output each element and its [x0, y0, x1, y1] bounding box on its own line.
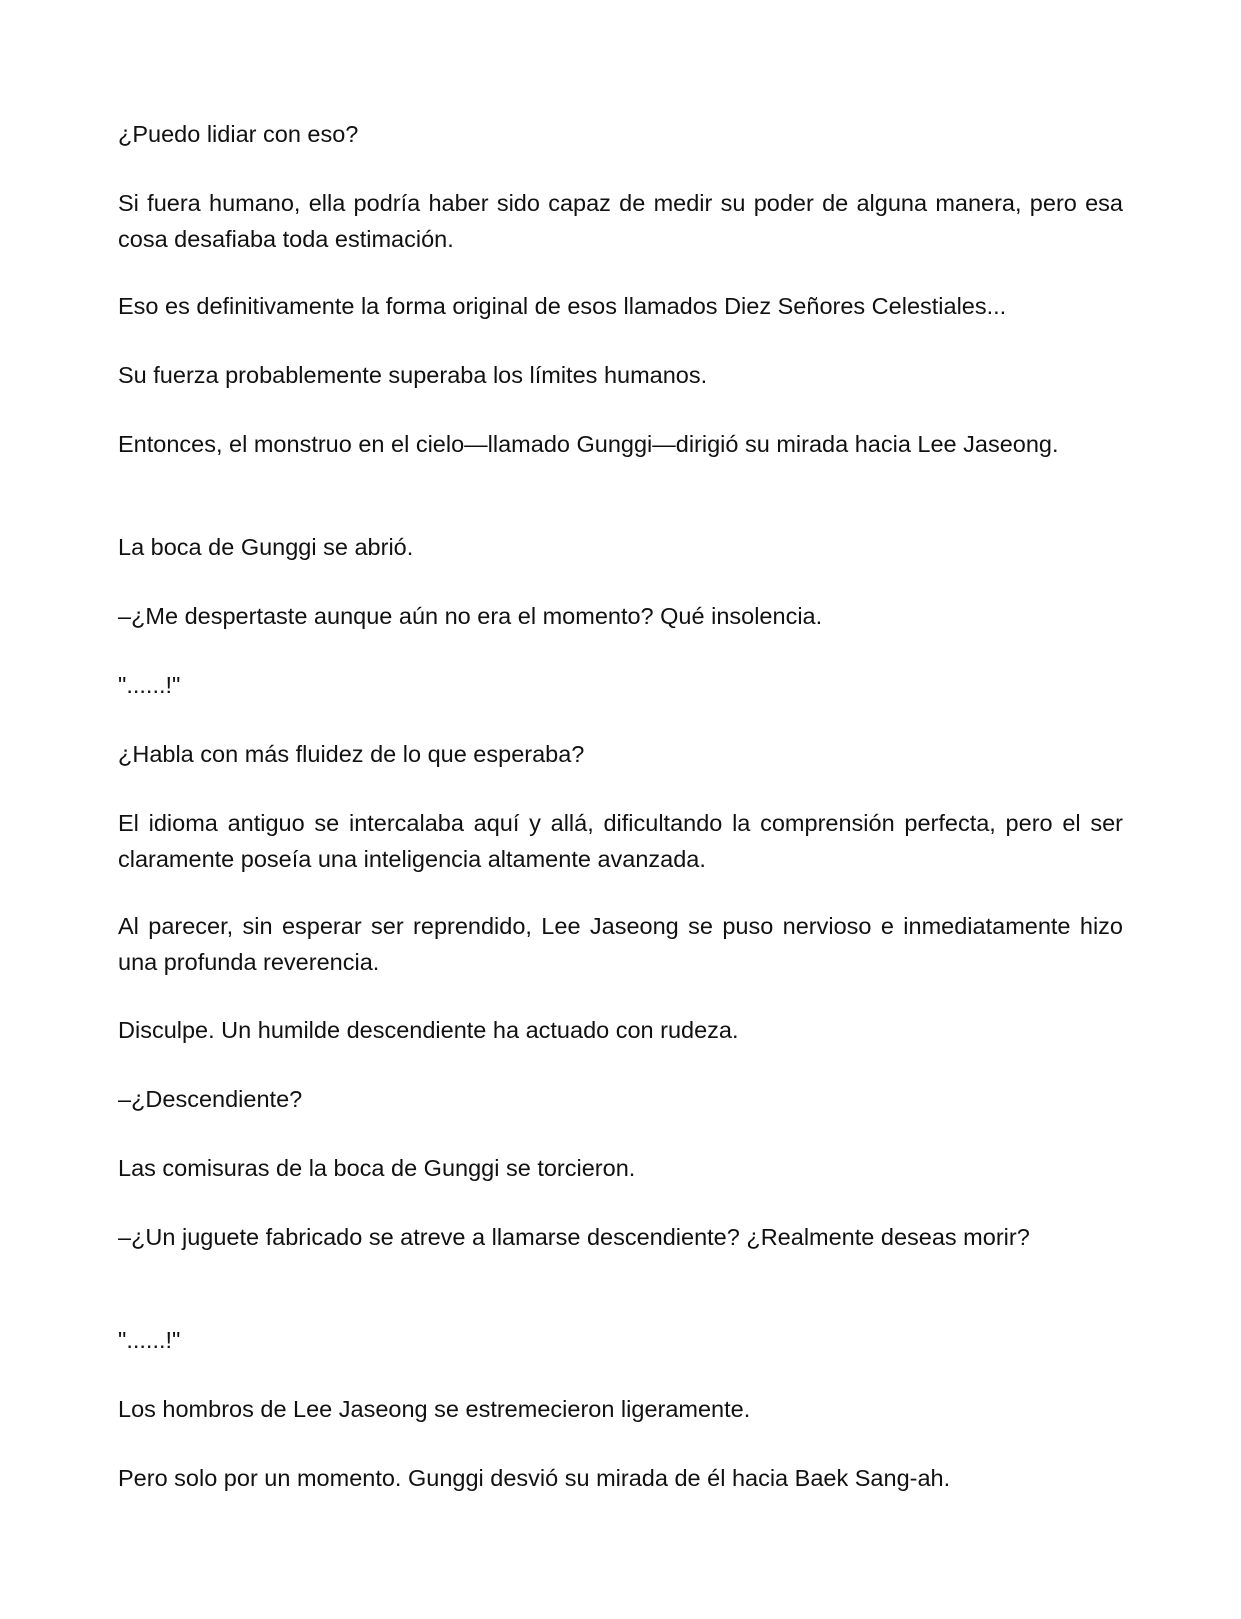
paragraph: –¿Descendiente? — [118, 1086, 303, 1112]
paragraph: El idioma antiguo se intercalaba aquí y allá, dificultando la comprensión perfecta, pero el ser claramente poseía una inteligencia altamente avanzada. — [118, 810, 1123, 872]
paragraph: Los hombros de Lee Jaseong se estremecieron ligeramente. — [118, 1396, 751, 1422]
paragraph: Entonces, el monstruo en el cielo—llamado Gunggi—dirigió su mirada hacia Lee Jaseong. — [118, 431, 1059, 457]
paragraph: "......!" — [118, 1327, 181, 1353]
paragraph: "......!" — [118, 672, 181, 698]
paragraph: Al parecer, sin esperar ser reprendido, Lee Jaseong se puso nervioso e inmediatamente hizo una profunda reverencia. — [118, 913, 1123, 975]
paragraph: ¿Puedo lidiar con eso? — [118, 121, 359, 147]
paragraph: Eso es definitivamente la forma original de esos llamados Diez Señores Celestiales... — [118, 293, 1007, 319]
paragraph: –¿Me despertaste aunque aún no era el momento? Qué insolencia. — [118, 603, 823, 629]
paragraph: Pero solo por un momento. Gunggi desvió su mirada de él hacia Baek Sang-ah. — [118, 1465, 951, 1491]
paragraph: Su fuerza probablemente superaba los límites humanos. — [118, 362, 708, 388]
paragraph: –¿Un juguete fabricado se atreve a llamarse descendiente? ¿Realmente deseas morir? — [118, 1224, 1030, 1250]
paragraph: La boca de Gunggi se abrió. — [118, 534, 414, 560]
paragraph: Disculpe. Un humilde descendiente ha actuado con rudeza. — [118, 1017, 739, 1043]
paragraph: Si fuera humano, ella podría haber sido capaz de medir su poder de alguna manera, pero esa cosa desafiaba toda estimación. — [118, 190, 1123, 252]
paragraph: ¿Habla con más fluidez de lo que esperaba? — [118, 741, 585, 767]
paragraph: Las comisuras de la boca de Gunggi se torcieron. — [118, 1155, 636, 1181]
